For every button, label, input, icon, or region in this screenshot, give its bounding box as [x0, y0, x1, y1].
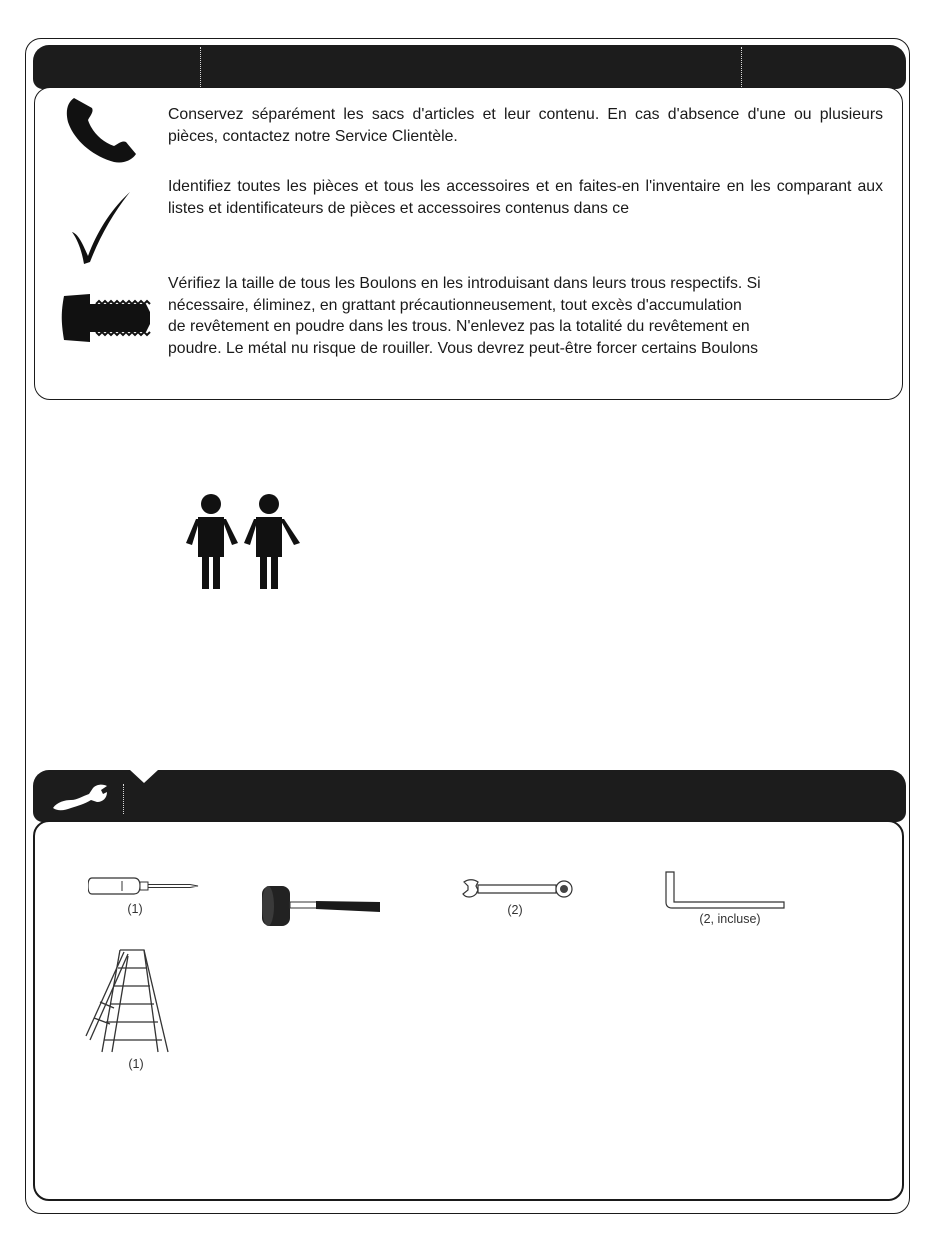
checkmark-icon	[70, 190, 132, 265]
bolt-icon	[60, 292, 152, 344]
bolt-note-line: poudre. Le métal nu risque de rouiller. Vous devrez peut-être forcer certains Boulons	[168, 339, 759, 357]
two-people-icon	[182, 493, 304, 591]
wrench-quantity: (2)	[507, 903, 523, 917]
header-divider-right	[741, 47, 742, 87]
check-note: Identifiez toutes les pièces et tous les accessoires et en faites-en l'inventaire en les comparant aux listes et identificateurs de pièces et accessoires contenus dans ce	[168, 178, 883, 217]
tools-header-bar	[33, 770, 906, 822]
screwdriver-quantity: (1)	[127, 902, 143, 916]
phone-icon	[62, 94, 142, 166]
screwdriver-icon	[88, 875, 200, 897]
hex-key-quantity: (2, incluse)	[699, 912, 761, 926]
combination-wrench-icon	[462, 878, 574, 900]
hex-key-icon	[662, 870, 788, 912]
bolt-note-line: nécessaire, éliminez, en grattant précautionneusement, tout excès d'accumulation	[168, 296, 742, 314]
header-divider-left	[200, 47, 201, 87]
ladder-quantity: (1)	[128, 1057, 144, 1071]
step-ladder-icon	[82, 948, 172, 1058]
mallet-icon	[258, 880, 384, 928]
bolt-note	[168, 273, 883, 359]
bolt-note-line: de revêtement en poudre dans les trous. N'enlevez pas la totalité du revêtement en	[168, 318, 750, 335]
top-header-bar	[33, 45, 906, 89]
bolt-note-line: Vérifiez la taille de tous les Boulons en les introduisant dans leurs trous respectifs. Si	[168, 275, 761, 292]
phone-note: Conservez séparément les sacs d'articles et leur contenu. En cas d'absence d'une ou plusieurs pièces, contactez notre Service Clientèle.	[168, 106, 883, 145]
tools-header-divider	[123, 784, 124, 814]
wrench-icon	[51, 782, 109, 812]
header-notch	[130, 770, 158, 783]
